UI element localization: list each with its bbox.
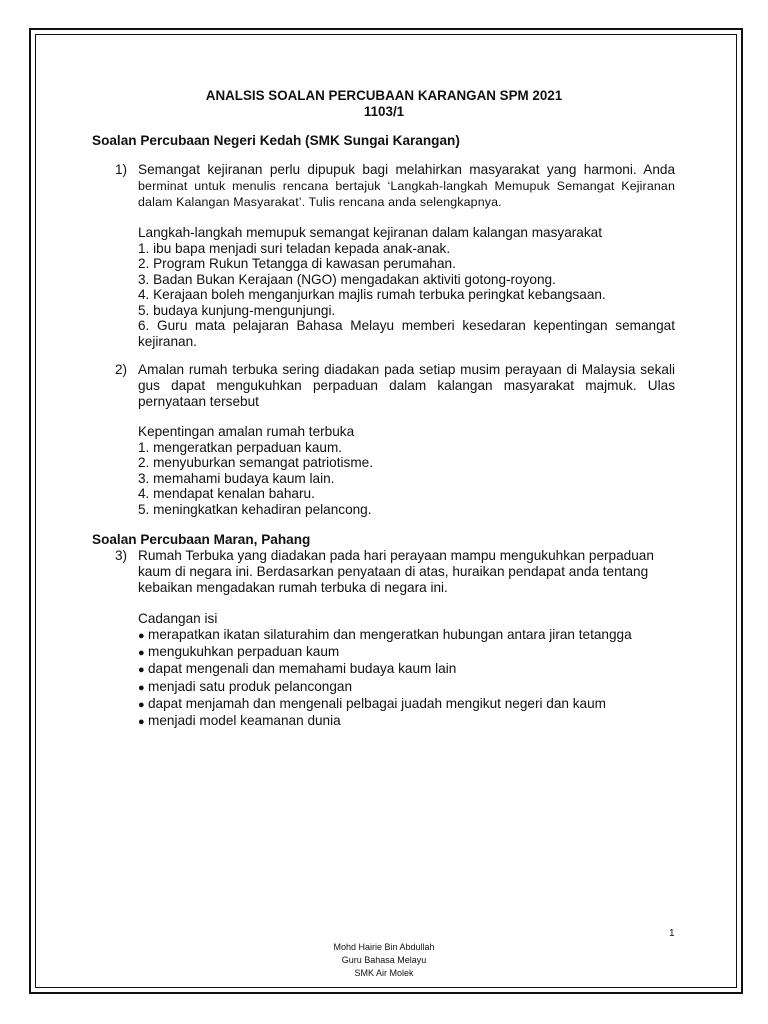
list-item: 3. Badan Bukan Kerajaan (NGO) mengadakan aktiviti gotong-royong. <box>138 271 556 287</box>
question-number: 1) <box>115 162 128 177</box>
points-title: Langkah-langkah memupuk semangat kejiranan dalam kalangan masyarakat <box>138 225 602 240</box>
bullet-icon: ● <box>138 647 145 660</box>
question-number: 3) <box>115 548 128 563</box>
list-item: ● menjadi satu produk pelancongan <box>138 679 678 696</box>
list-item: 4. mendapat kenalan baharu. <box>138 486 315 501</box>
bullet-icon: ● <box>138 664 145 677</box>
list-item: 5. budaya kunjung-mengunjungi. <box>138 302 336 318</box>
page-number: 1 <box>669 928 675 939</box>
question-3-points-title-wrap <box>138 611 675 627</box>
list-item: 5. meningkatkan kehadiran pelancong. <box>138 501 372 517</box>
footer-school: SMK Air Molek <box>354 968 414 978</box>
points-title: Kepentingan amalan rumah terbuka <box>138 424 355 439</box>
list-item: 4. Kerajaan boleh menganjurkan majlis rumah terbuka peringkat kebangsaan. <box>138 287 606 302</box>
document-title: ANALSIS SOALAN PERCUBAAN KARANGAN SPM 2021 <box>205 88 563 103</box>
question-number: 2) <box>115 362 128 377</box>
question-2-points <box>138 424 675 517</box>
bullet-icon: ● <box>138 716 145 729</box>
question-1-text-part2: berminat untuk menulis rencana bertajuk ‘Langkah-langkah Memupuk Semangat Kejiranan dalam Kalangan Masyarakat’. Tulis rencana anda selengkapnya. <box>138 179 675 209</box>
list-item: 6. Guru mata pelajaran Bahasa Melayu memberi kesedaran kepentingan semangat kejiranan. <box>138 318 675 349</box>
footer-author-name: Mohd Hairie Bin Abdullah <box>333 942 435 952</box>
footer-author-role: Guru Bahasa Melayu <box>341 955 427 965</box>
list-item: ● menjadi model keamanan dunia <box>138 713 678 730</box>
question-1-text-part1: Semangat kejiranan perlu dipupuk bagi melahirkan masyarakat yang harmoni. Anda <box>138 162 675 177</box>
bullet-icon: ● <box>138 630 145 642</box>
question-3-bullet-list <box>138 627 678 730</box>
section-heading-kedah: Soalan Percubaan Negeri Kedah (SMK Sungai Karangan) <box>92 133 460 148</box>
list-item: ● dapat menjamah dan mengenali pelbagai juadah mengikut negeri dan kaum <box>138 696 678 713</box>
list-item: 3. memahami budaya kaum lain. <box>138 470 335 486</box>
list-item: 2. Program Rukun Tetangga di kawasan perumahan. <box>138 256 456 271</box>
question-1-points <box>138 225 675 349</box>
list-item: ● merapatkan ikatan silaturahim dan mengeratkan hubungan antara jiran tetangga <box>138 627 678 644</box>
bullet-icon: ● <box>138 681 145 694</box>
list-item: 1. mengeratkan perpaduan kaum. <box>138 439 343 455</box>
list-item: ● mengukuhkan perpaduan kaum <box>138 644 678 661</box>
question-3-text: Rumah Terbuka yang diadakan pada hari perayaan mampu mengukuhkan perpaduan kaum di negara ini. Berdasarkan penyataan di atas, huraikan pendapat anda tentang kebaikan mengadakan rumah terbuka di negara ini. <box>138 548 654 595</box>
list-item: ● dapat mengenali dan memahami budaya kaum lain <box>138 661 678 678</box>
points-title: Cadangan isi <box>138 611 218 626</box>
question-1-text <box>138 162 675 210</box>
list-item: 1. ibu bapa menjadi suri teladan kepada anak-anak. <box>138 240 451 256</box>
bullet-icon: ● <box>138 698 145 711</box>
question-2-text: Amalan rumah terbuka sering diadakan pada setiap musim perayaan di Malaysia sekali gus dapat mengukuhkan perpaduan dalam kalangan masyarakat majmuk. Ulas pernyataan tersebut <box>138 362 675 409</box>
section-heading-pahang: Soalan Percubaan Maran, Pahang <box>92 532 311 547</box>
paper-code: 1103/1 <box>363 104 405 119</box>
list-item: 2. menyuburkan semangat patriotisme. <box>138 455 373 470</box>
